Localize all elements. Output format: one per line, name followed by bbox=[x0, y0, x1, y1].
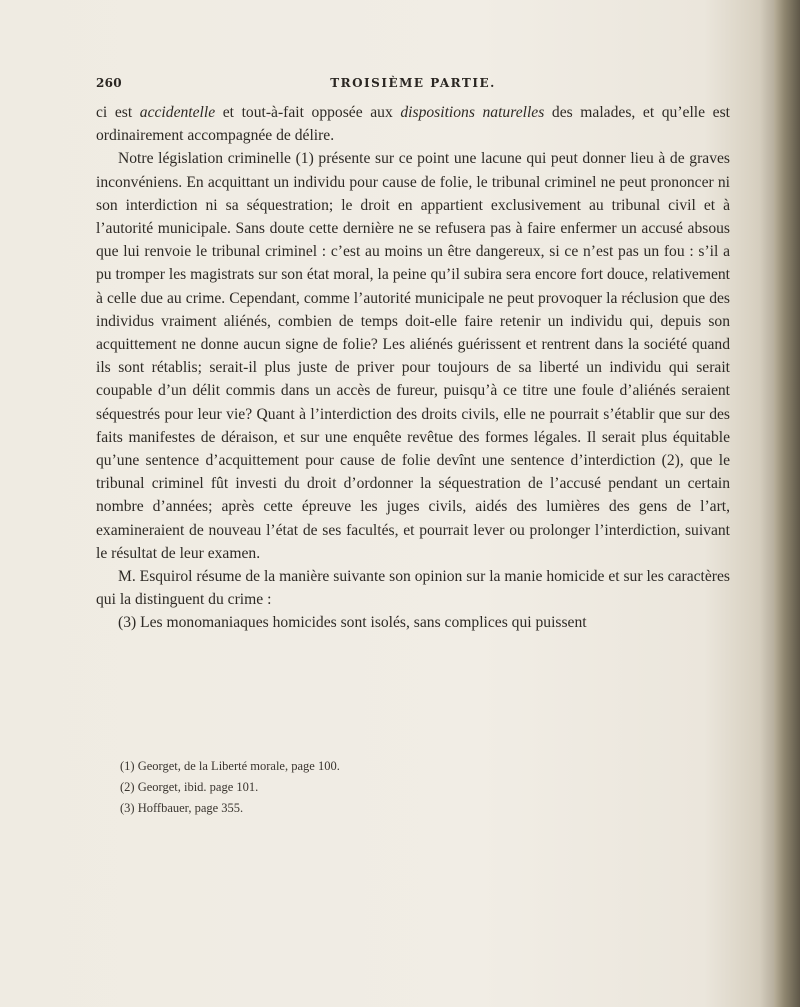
paragraph-1-text-c: des malades, et qu’elle est ordinairement accompagnée de délire. bbox=[96, 104, 730, 145]
italic-accidentelle: accidentelle bbox=[139, 104, 216, 121]
footnote-3: (3) Hoffbauer, page 355. bbox=[120, 801, 244, 815]
page-header bbox=[96, 76, 730, 96]
paragraph-1-text-b: et tout-à-fait opposée aux bbox=[215, 104, 401, 121]
italic-dispositions-naturelles: dispositions naturelles bbox=[400, 104, 545, 121]
footnotes bbox=[120, 756, 680, 819]
book-binding-edge bbox=[774, 0, 800, 1007]
footnote-1: (1) Georget, de la Liberté morale, page 100. bbox=[120, 759, 340, 773]
paragraph-1-text-a: ci est bbox=[96, 104, 140, 121]
page-edge-shadow bbox=[760, 0, 774, 1007]
paragraph-4: (3) Les monomaniaques homicides sont isolés, sans complices qui puissent bbox=[118, 614, 587, 632]
page-number: 260 bbox=[96, 76, 122, 90]
body-text bbox=[96, 101, 730, 635]
running-head: TROISIÈME PARTIE. bbox=[330, 76, 496, 90]
paragraph-3: M. Esquirol résume de la manière suivante son opinion sur la manie homicide et sur les caractères qui la distinguent du crime : bbox=[96, 568, 730, 609]
footnote-2: (2) Georget, ibid. page 101. bbox=[120, 780, 259, 794]
paragraph-2: Notre législation criminelle (1) présente sur ce point une lacune qui peut donner lieu à de graves inconvéniens. En acquittant un individu pour cause de folie, le tribunal criminel ne peut prononcer ni son interdiction ni sa séquestration; le droit en appartient exclusivement au tribunal civil et à l’autorité municipale. Sans doute cette dernière ne se refusera pas à faire enfermer un accusé absous que lui renvoie le tribunal criminel : c’est au moins un être dangereux, si ce n’est pas un fou : s’il a pu tromper les magistrats sur son état moral, la peine qu’il subira sera encore fort douce, relativement à celle due au crime. Cependant, comme l’autorité municipale ne peut provoquer la réclusion que des individus vraiment aliénés, combien de temps doit-elle faire retenir un individu qui, depuis son acquittement ne donne aucun signe de folie? Les aliénés guérissent et rentrent dans la société quand ils sont rétablis; serait-il plus juste de priver pour toujours de sa liberté un individu qui serait coupable d’un délit commis dans un accès de fureur, puisqu’à ce titre une foule d’aliénés seraient séquestrés pour leur vie? Quant à l’interdiction des droits civils, elle ne pourrait s’établir que sur des faits manifestes de déraison, et sur une enquête revêtue des formes légales. Il serait plus équitable qu’une sentence d’acquittement pour cause de folie devînt une sentence d’interdiction (2), que le tribunal criminel fût investi du droit d’ordonner la séquestration de l’accusé pendant un certain nombre d’années; après cette épreuve les juges civils, aidés des lumières des gens de l’art, examineraient de nouveau l’état de ses facultés, et pourrait lever ou prolonger l’interdiction, suivant le résultat de leur examen. bbox=[96, 150, 730, 562]
paragraph-1 bbox=[96, 101, 730, 147]
